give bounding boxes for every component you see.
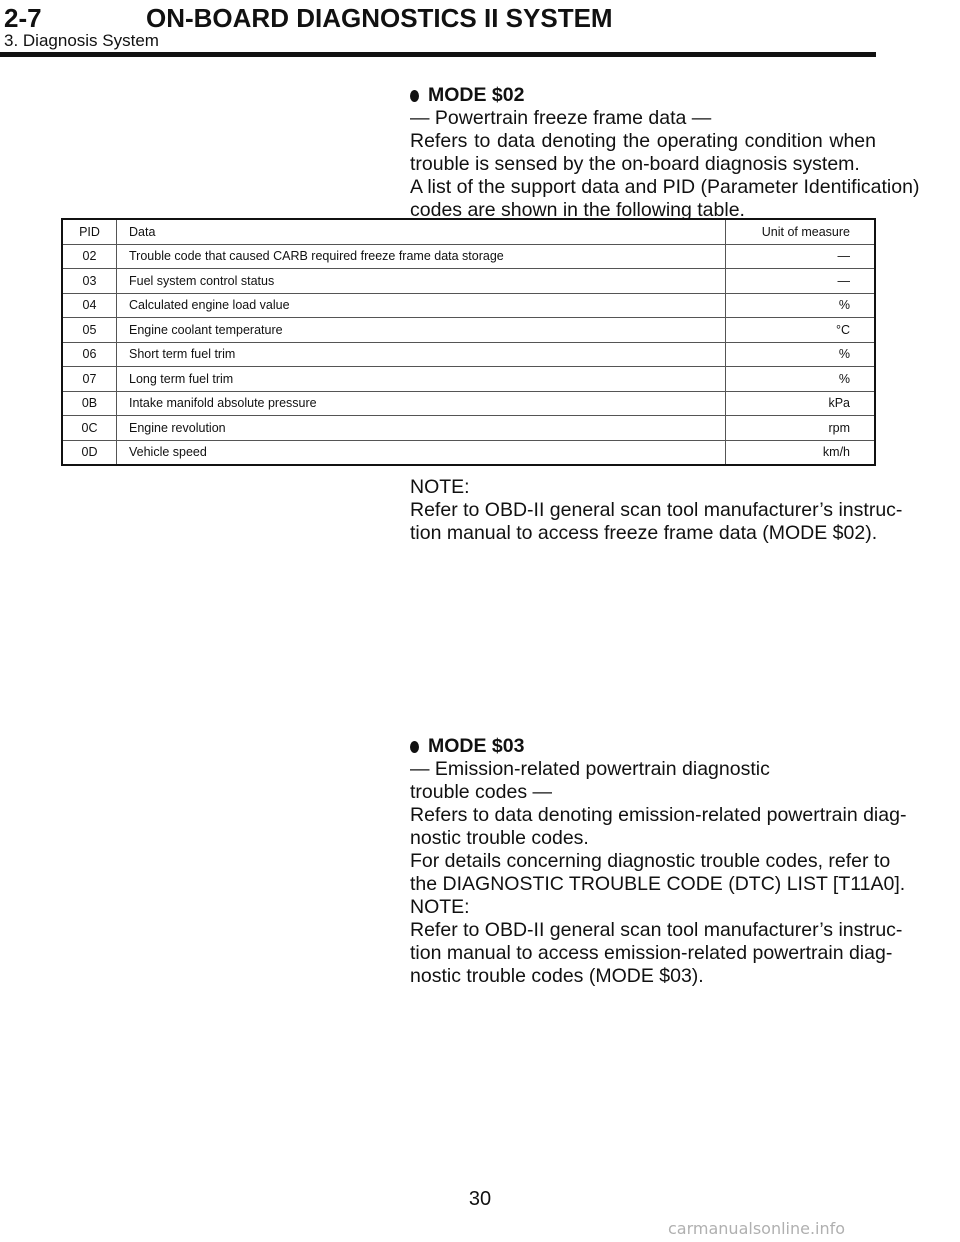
mode02-section (410, 84, 920, 222)
unit-cell: — (726, 244, 876, 269)
mode03-line: Refers to data denoting emission-related powertrain diag- (410, 804, 907, 826)
bullet-icon (410, 741, 419, 753)
col-header-pid: PID (62, 219, 117, 244)
col-header-data: Data (117, 219, 726, 244)
table-row (62, 293, 875, 318)
mode02-heading-text: MODE $02 (428, 84, 525, 106)
mode03-heading-text: MODE $03 (428, 735, 525, 757)
pid-cell: 0D (62, 440, 117, 465)
table-row (62, 440, 875, 465)
mode03-line: tion manual to access emission-related powertrain diag- (410, 942, 893, 964)
mode02-heading (410, 84, 876, 107)
pid-cell: 0B (62, 391, 117, 416)
page-title: ON-BOARD DIAGNOSTICS II SYSTEM (146, 3, 613, 33)
mode03-heading (410, 735, 876, 758)
unit-cell: % (726, 293, 876, 318)
pid-cell: 07 (62, 367, 117, 392)
page-number: 30 (468, 1188, 492, 1210)
mode02-note (410, 476, 903, 545)
table-header-row (62, 219, 875, 244)
data-cell: Long term fuel trim (117, 367, 726, 392)
table-row (62, 342, 875, 367)
unit-cell: kPa (726, 391, 876, 416)
mode03-line: nostic trouble codes. (410, 827, 589, 849)
pid-cell: 06 (62, 342, 117, 367)
note-line: tion manual to access freeze frame data (MODE $02). (410, 522, 878, 544)
mode03-line: trouble codes — (410, 781, 552, 803)
data-cell: Calculated engine load value (117, 293, 726, 318)
mode03-line: the DIAGNOSTIC TROUBLE CODE (DTC) LIST [T11A0]. (410, 873, 906, 895)
pid-cell: 02 (62, 244, 117, 269)
mode02-line: — Powertrain freeze frame data — (410, 107, 712, 129)
watermark-text: carmanualsonline.info (668, 1219, 846, 1238)
table-row (62, 269, 875, 294)
table-row (62, 367, 875, 392)
mode03-line: — Emission-related powertrain diagnostic (410, 758, 770, 780)
col-header-unit: Unit of measure (726, 219, 876, 244)
data-cell: Trouble code that caused CARB required freeze frame data storage (117, 244, 726, 269)
mode02-line: Refers to data denoting the operating condition when (410, 130, 876, 152)
data-cell: Vehicle speed (117, 440, 726, 465)
data-cell: Fuel system control status (117, 269, 726, 294)
unit-cell: % (726, 367, 876, 392)
mode02-line: A list of the support data and PID (Parameter Identification) (410, 176, 920, 198)
pid-table (61, 218, 876, 466)
header-rule (0, 52, 876, 57)
pid-cell: 04 (62, 293, 117, 318)
mode02-line: codes are shown in the following table. (410, 199, 745, 221)
unit-cell: rpm (726, 416, 876, 441)
data-cell: Short term fuel trim (117, 342, 726, 367)
mode03-line: For details concerning diagnostic trouble codes, refer to (410, 850, 891, 872)
unit-cell: — (726, 269, 876, 294)
unit-cell: °C (726, 318, 876, 343)
mode02-line: trouble is sensed by the on-board diagnosis system. (410, 153, 860, 175)
pid-cell: 05 (62, 318, 117, 343)
table-row (62, 318, 875, 343)
mode03-section (410, 735, 907, 988)
pid-cell: 0C (62, 416, 117, 441)
section-number: 2-7 (4, 3, 42, 33)
note-label: NOTE: (410, 476, 470, 498)
unit-cell: km/h (726, 440, 876, 465)
note-line: Refer to OBD-II general scan tool manufacturer’s instruc- (410, 499, 903, 521)
bullet-icon (410, 90, 419, 102)
data-cell: Engine revolution (117, 416, 726, 441)
pid-cell: 03 (62, 269, 117, 294)
table-row (62, 244, 875, 269)
table-row (62, 391, 875, 416)
mode03-line: Refer to OBD-II general scan tool manufacturer’s instruc- (410, 919, 903, 941)
page-subtitle: 3. Diagnosis System (4, 31, 159, 50)
data-cell: Intake manifold absolute pressure (117, 391, 726, 416)
table-row (62, 416, 875, 441)
unit-cell: % (726, 342, 876, 367)
mode03-line: nostic trouble codes (MODE $03). (410, 965, 704, 987)
data-cell: Engine coolant temperature (117, 318, 726, 343)
mode03-note-label: NOTE: (410, 896, 470, 918)
